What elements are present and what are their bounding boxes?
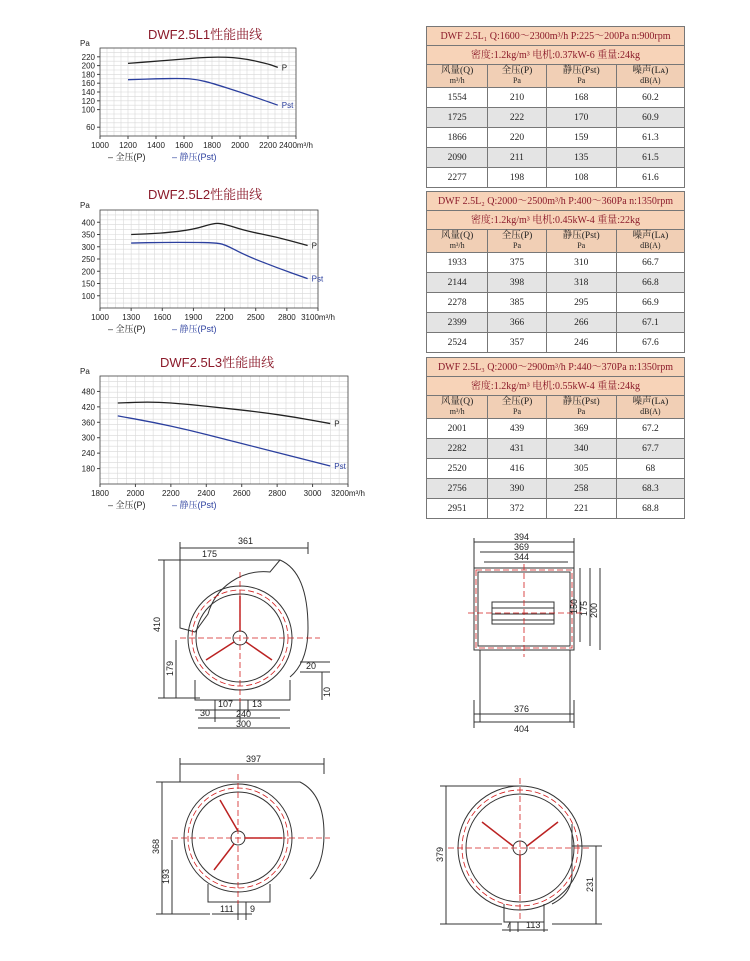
legend-pst: – 静压(Pst)	[172, 152, 217, 162]
perf-table-l2	[426, 191, 685, 353]
x-tick-label: 2200	[215, 313, 234, 322]
table-cell: 369	[546, 419, 616, 439]
y-tick-label: 180	[81, 70, 95, 80]
y-tick-label: 220	[81, 52, 95, 62]
table-row	[427, 419, 685, 439]
legend-p: – 全压(P)	[108, 500, 146, 510]
legend-p: – 全压(P)	[108, 152, 146, 162]
table-cell: 66.9	[616, 293, 684, 313]
dim-107: 107	[218, 699, 234, 709]
table-row	[427, 148, 685, 168]
dim-175-side: 175	[579, 600, 589, 616]
table-row	[427, 253, 685, 273]
legend-p: – 全压(P)	[108, 324, 146, 334]
table-cell: 305	[546, 459, 616, 479]
x-tick-label: 1300	[122, 313, 141, 322]
x-tick-label: 2200	[259, 141, 277, 150]
x-tick-label: 2000	[126, 489, 145, 498]
table-cell: 390	[488, 479, 546, 499]
table-cell: 431	[488, 439, 546, 459]
table-cell: 108	[546, 168, 616, 188]
dim-13: 13	[252, 699, 263, 709]
table-cell: 2524	[427, 333, 488, 353]
y-tick-label: 400	[81, 218, 95, 228]
table-row	[427, 168, 685, 188]
y-tick-label: 140	[81, 88, 95, 97]
table-row	[427, 459, 685, 479]
x-tick-label: 2000	[231, 141, 249, 150]
column-header: 噪声(Lᴀ) dB(A)	[616, 65, 684, 88]
table-row	[427, 439, 685, 459]
table-cell: 1725	[427, 108, 488, 128]
table-cell: 2756	[427, 479, 488, 499]
table-cell: 439	[488, 419, 546, 439]
series-label-pst: Pst	[281, 101, 294, 111]
series-label-pst: Pst	[311, 274, 324, 284]
dim-376: 376	[514, 704, 530, 714]
dim-300: 300	[236, 719, 252, 729]
legend-pst: – 静压(Pst)	[172, 324, 217, 334]
table-cell: 2001	[427, 419, 488, 439]
x-tick-label: 1900	[184, 313, 203, 322]
table-cell: 1866	[427, 128, 488, 148]
table-cell: 375	[488, 253, 546, 273]
x-tick-label: 3100m³/h	[301, 313, 335, 322]
legend-pst: – 静压(Pst)	[172, 500, 217, 510]
table-cell: 66.7	[616, 253, 684, 273]
x-tick-label: 2400	[197, 489, 216, 498]
x-tick-label: 2800	[268, 489, 287, 498]
table-cell: 210	[488, 88, 546, 108]
chart2	[60, 196, 335, 336]
table-cell: 2278	[427, 293, 488, 313]
table-header-line2: 密度:1.2kg/m³ 电机:0.45kW-4 重量:22kg	[427, 211, 685, 230]
dim-410: 410	[152, 616, 162, 632]
column-header: 静压(Pst) Pa	[546, 65, 616, 88]
table-cell: 310	[546, 253, 616, 273]
dim-368: 368	[151, 838, 161, 854]
y-tick-label: 250	[81, 255, 95, 264]
table-cell: 2282	[427, 439, 488, 459]
column-header: 风量(Q) m³/h	[427, 230, 488, 253]
table-cell: 1554	[427, 88, 488, 108]
table-cell: 61.5	[616, 148, 684, 168]
perf-table-l3	[426, 357, 685, 519]
table-cell: 295	[546, 293, 616, 313]
dim-200: 200	[589, 602, 599, 618]
column-header: 全压(P) Pa	[488, 230, 546, 253]
table-cell: 366	[488, 313, 546, 333]
y-tick-label: 300	[81, 433, 95, 443]
table-cell: 198	[488, 168, 546, 188]
drawing-front-view	[150, 532, 350, 742]
column-header: 风量(Q) m³/h	[427, 65, 488, 88]
table-cell: 318	[546, 273, 616, 293]
table-cell: 222	[488, 108, 546, 128]
table-cell: 68.3	[616, 479, 684, 499]
y-tick-label: 150	[81, 279, 95, 289]
table-cell: 68	[616, 459, 684, 479]
dim-369: 369	[514, 542, 530, 552]
table-cell: 67.7	[616, 439, 684, 459]
dim-20: 20	[306, 661, 317, 671]
x-tick-label: 2600	[232, 489, 251, 498]
table-row	[427, 108, 685, 128]
drawing-front-view-2	[150, 754, 350, 929]
x-tick-label: 1800	[91, 489, 109, 498]
y-tick-label: 360	[81, 418, 95, 428]
table-cell: 67.1	[616, 313, 684, 333]
column-header: 风量(Q) m³/h	[427, 396, 488, 419]
table-cell: 211	[488, 148, 546, 168]
column-header: 静压(Pst) Pa	[546, 230, 616, 253]
chart1-title: DWF2.5L1性能曲线	[148, 27, 263, 42]
table-cell: 68.8	[616, 499, 684, 519]
chart3-title: DWF2.5L3性能曲线	[160, 355, 275, 370]
dim-240: 240	[236, 709, 252, 719]
y-tick-label: 200	[81, 61, 95, 71]
table-header-line1: DWF 2.5L₂ Q:2000～2500m³/h P:400～360Pa n:1350rpm	[427, 192, 685, 211]
table-row	[427, 333, 685, 353]
table-cell: 246	[546, 333, 616, 353]
dim-344: 344	[514, 552, 530, 562]
y-axis-label: Pa	[80, 201, 90, 210]
series-line-pst	[131, 242, 307, 278]
table-cell: 221	[546, 499, 616, 519]
series-label-pst: Pst	[334, 462, 346, 471]
table-row	[427, 128, 685, 148]
series-label-p: P	[311, 241, 317, 251]
table-cell: 258	[546, 479, 616, 499]
drawing-side-view	[462, 532, 612, 742]
table-header-line2: 密度:1.2kg/m³ 电机:0.55kW-4 重量:24kg	[427, 377, 685, 396]
x-tick-label: 1600	[175, 141, 193, 150]
table-cell: 2520	[427, 459, 488, 479]
y-tick-label: 350	[81, 230, 95, 240]
table-cell: 357	[488, 333, 546, 353]
x-tick-label: 2400m³/h	[279, 141, 313, 150]
table-header-line1: DWF 2.5L₃ Q:2000～2900m³/h P:440～370Pa n:1350rpm	[427, 358, 685, 377]
dim-30: 30	[200, 708, 211, 718]
x-tick-label: 1600	[153, 313, 172, 322]
table-cell: 60.9	[616, 108, 684, 128]
dim-111: 111	[220, 904, 234, 914]
chart3	[60, 362, 365, 517]
dim-10: 10	[322, 686, 332, 697]
y-tick-label: 300	[81, 242, 95, 252]
y-axis-label: Pa	[80, 367, 90, 376]
y-tick-label: 200	[81, 267, 95, 277]
x-tick-label: 1800	[203, 141, 221, 150]
dim-404: 404	[514, 724, 530, 734]
column-header: 全压(P) Pa	[488, 65, 546, 88]
table-cell: 372	[488, 499, 546, 519]
table-header-line1: DWF 2.5L₁ Q:1600～2300m³/h P:225～200Pa n:900rpm	[427, 27, 685, 46]
dim-193: 193	[161, 868, 171, 884]
y-tick-label: 480	[81, 387, 95, 397]
table-row	[427, 88, 685, 108]
table-cell: 398	[488, 273, 546, 293]
table-cell: 60.2	[616, 88, 684, 108]
chart2-title: DWF2.5L2性能曲线	[148, 187, 263, 202]
table-cell: 220	[488, 128, 546, 148]
x-tick-label: 3200m³/h	[331, 489, 365, 498]
dim-379: 379	[435, 846, 445, 862]
dim-175: 175	[202, 549, 218, 559]
x-tick-label: 3000	[303, 489, 322, 498]
x-tick-label: 1200	[119, 141, 137, 150]
table-row	[427, 479, 685, 499]
column-header: 静压(Pst) Pa	[546, 396, 616, 419]
y-tick-label: 100	[81, 105, 95, 115]
x-tick-label: 1000	[91, 141, 109, 150]
dim-394: 394	[514, 532, 530, 542]
dim-150: 150	[569, 598, 579, 614]
table-header-line2: 密度:1.2kg/m³ 电机:0.37kW-6 重量:24kg	[427, 46, 685, 65]
dim-7: 7	[506, 920, 512, 930]
table-cell: 416	[488, 459, 546, 479]
table-row	[427, 293, 685, 313]
y-tick-label: 160	[81, 79, 95, 89]
chart1-svg	[60, 34, 313, 164]
table-cell: 266	[546, 313, 616, 333]
series-label-p: P	[281, 63, 288, 73]
chart1	[60, 34, 313, 164]
y-tick-label: 420	[81, 402, 95, 412]
table-cell: 67.6	[616, 333, 684, 353]
dim-397: 397	[246, 754, 262, 764]
table-row	[427, 273, 685, 293]
table-cell: 2399	[427, 313, 488, 333]
table-cell: 385	[488, 293, 546, 313]
x-tick-label: 2500	[246, 313, 265, 322]
perf-table-l1	[426, 26, 685, 188]
dim-231: 231	[585, 876, 595, 892]
x-tick-label: 2800	[277, 313, 296, 322]
table-cell: 61.6	[616, 168, 684, 188]
table-cell: 1933	[427, 253, 488, 273]
y-tick-label: 120	[81, 96, 95, 106]
table-cell: 67.2	[616, 419, 684, 439]
table-cell: 2951	[427, 499, 488, 519]
chart2-svg	[60, 196, 335, 336]
table-cell: 66.8	[616, 273, 684, 293]
y-tick-label: 60	[86, 123, 95, 133]
y-tick-label: 240	[81, 449, 95, 459]
table-cell: 2144	[427, 273, 488, 293]
dim-9: 9	[250, 904, 256, 914]
table-cell: 168	[546, 88, 616, 108]
table-cell: 61.3	[616, 128, 684, 148]
dim-179: 179	[165, 660, 175, 676]
table-cell: 340	[546, 439, 616, 459]
y-tick-label: 180	[81, 464, 95, 474]
table-cell: 170	[546, 108, 616, 128]
chart3-svg	[60, 362, 365, 517]
x-tick-label: 1000	[91, 313, 109, 322]
table-cell: 2090	[427, 148, 488, 168]
y-tick-label: 100	[81, 291, 95, 301]
table-row	[427, 499, 685, 519]
series-label-p: P	[334, 419, 340, 429]
dim-361: 361	[238, 536, 254, 546]
table-row	[427, 313, 685, 333]
x-tick-label: 1400	[147, 141, 165, 150]
drawing-back-view	[432, 764, 612, 934]
column-header: 全压(P) Pa	[488, 396, 546, 419]
table-cell: 159	[546, 128, 616, 148]
dim-113: 113	[526, 920, 541, 930]
column-header: 噪声(Lᴀ) dB(A)	[616, 230, 684, 253]
x-tick-label: 2200	[161, 489, 180, 498]
y-axis-label: Pa	[80, 39, 90, 48]
table-cell: 2277	[427, 168, 488, 188]
table-cell: 135	[546, 148, 616, 168]
column-header: 噪声(Lᴀ) dB(A)	[616, 396, 684, 419]
